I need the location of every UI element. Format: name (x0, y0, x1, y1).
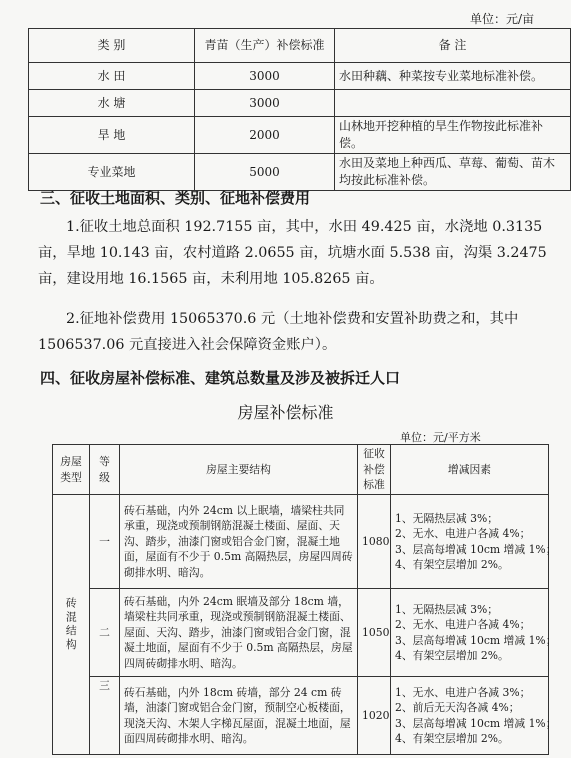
header-house-type: 房屋类型 (53, 445, 90, 495)
factors-cell (391, 677, 557, 755)
standard-cell: 5000 (195, 154, 335, 191)
note-cell: 水田及菜地上种西瓜、草莓、葡萄、苗木均按此标准补偿。 (335, 154, 571, 191)
section3-heading: 三、征收土地面积、类别、征地补偿费用 (40, 189, 311, 207)
header-grade: 等级 (90, 445, 120, 495)
category-cell: 水 塘 (29, 90, 195, 117)
house-compensation-table (52, 444, 557, 755)
section3-paragraph-1: 1.征收土地总面积 192.7155 亩，其中，水田 49.425 亩，水浇地 0.3135 亩，旱地 10.143 亩，农村道路 2.0655 亩，坑塘水面 5.538 亩，沟渠 3.2475 亩，建设用地 16.1565 亩，未利用地 105.8265 亩。 (38, 219, 547, 287)
factors-cell (391, 495, 557, 589)
grade-cell: 一 (90, 495, 120, 589)
standard-cell: 1050 (358, 589, 391, 677)
category-cell: 专业菜地 (29, 154, 195, 191)
factor-item: 4、有架空层增加 2%。 (395, 649, 509, 662)
category-cell: 水 田 (29, 63, 195, 90)
standard-cell: 1020 (358, 677, 391, 755)
header-standard: 青苗（生产）补偿标准 (195, 29, 335, 63)
house-type-label: 砖混结构 (64, 596, 78, 653)
factor-item: 1、无隔热层减 3%； (395, 511, 499, 525)
standard-cell: 2000 (195, 117, 335, 154)
standard-cell: 1080 (358, 495, 391, 589)
factor-item: 4、有架空层增加 2%。 (395, 732, 509, 745)
factor-item: 2、前后无天沟各减 4%； (395, 701, 520, 714)
factor-item: 1、无水、电进户各减 3%； (395, 685, 531, 699)
factor-item: 2、无水、电进户各减 4%； (395, 527, 531, 540)
green-crop-compensation-table (28, 28, 571, 191)
structure-cell: 砖石基础，内外 24cm 以上眠墙，墙梁柱共同承重，现浇或预制钢筋混凝土楼面、屋面、天沟、踏步，油漆门窗或铝合金门窗，混凝土地面，屋面有不少于 0.5m 高隔热层，房屋四周砖砌排水明、暗沟。 (120, 495, 358, 589)
header-structure: 房屋主要结构 (120, 445, 358, 495)
factor-item: 3、层高每增减 10cm 增减 1%； (395, 633, 557, 647)
grade-cell: 二 (90, 589, 120, 677)
house-table-title: 房屋补偿标准 (237, 403, 334, 422)
house-type-cell (53, 495, 90, 755)
standard-cell: 3000 (195, 63, 335, 90)
factor-item: 4、有架空层增加 2%。 (395, 558, 509, 571)
factors-cell (391, 589, 557, 677)
header-note: 备 注 (335, 29, 571, 63)
grade-cell: 三 (90, 677, 120, 755)
factor-item: 3、层高每增减 10cm 增减 1%； (395, 542, 557, 556)
header-category: 类 别 (29, 29, 195, 63)
header-standard: 征收补偿标准 (358, 445, 391, 495)
note-cell: 山林地开挖种植的旱生作物按此标准补偿。 (335, 117, 571, 154)
category-cell: 旱 地 (29, 117, 195, 154)
note-cell (335, 90, 571, 117)
standard-cell: 3000 (195, 90, 335, 117)
section3-paragraph-2: 2.征地补偿费用 15065370.6 元（土地补偿费和安置补助费之和，其中 1506537.06 元直接进入社会保障资金账户）。 (38, 311, 519, 353)
table2-unit: 单位：元/平方米 (400, 431, 481, 444)
table1-unit: 单位：元/亩 (470, 12, 535, 26)
section4-heading: 四、征收房屋补偿标准、建筑总数量及涉及被拆迁人口 (40, 369, 401, 387)
factor-item: 2、无水、电进户各减 4%； (395, 618, 531, 631)
factor-item: 1、无隔热层减 3%； (395, 602, 499, 616)
factor-item: 3、层高每增减 10cm 增减 1%； (395, 716, 557, 730)
note-cell: 水田种藕、种菜按专业菜地标准补偿。 (335, 63, 571, 90)
structure-cell: 砖石基础，内外 18cm 砖墙，部分 24 cm 砖墙，油漆门窗或铝合金门窗，预制空心板楼面，现浇天沟、木架人字梯瓦屋面，混凝土地面，屋面四周砖砌排水明、暗沟。 (120, 677, 358, 755)
header-factors: 增减因素 (391, 445, 549, 495)
structure-cell: 砖石基础，内外 24cm 眠墙及部分 18cm 墙，墙梁柱共同承重，现浇或预制钢筋混凝土楼面、屋面、天沟、踏步，油漆门窗或铝合金门窗，混凝土地面，屋面有不少于 0.5m 高隔热层，房屋四周砖砌排水明、暗沟。 (120, 589, 358, 677)
